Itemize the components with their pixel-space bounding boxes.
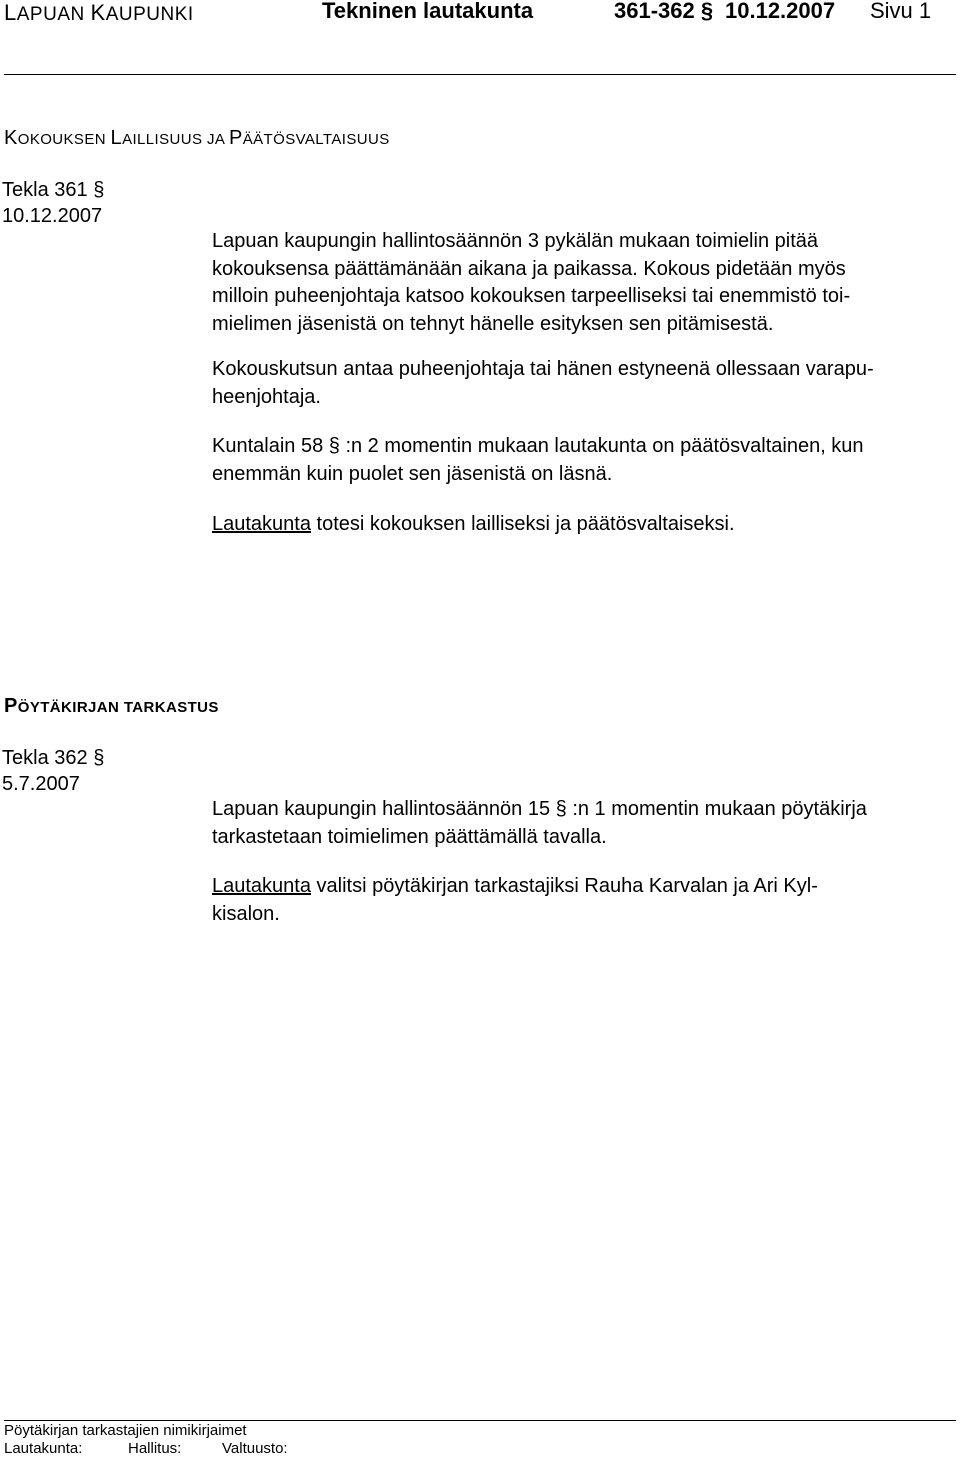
- body-paragraph: Kuntalain 58 § :n 2 momentin mukaan lautakunta on päätösvaltainen, kun enemmän kuin puolet sen jäsenistä on läsnä.: [212, 435, 864, 485]
- page-number: Sivu 1: [870, 0, 932, 23]
- section-sign-icon: §: [700, 0, 714, 23]
- decision-text: Lautakunta totesi kokouksen lailliseksi ja päätösvaltaiseksi.: [212, 513, 735, 535]
- header-divider: [4, 74, 956, 75]
- committee-name: Tekninen lautakunta: [322, 0, 534, 23]
- footer-label-committee: Lautakunta:: [4, 1440, 83, 1457]
- section-sign-icon: §: [93, 747, 105, 769]
- footer-signature-labels: [4, 1440, 288, 1457]
- body-paragraph: Lapuan kaupungin hallintosäännön 3 pykälän mukaan toimielin pitää kokouksensa päättämänään aikana ja paikassa. Kokous pidetään myös milloin puheenjohtaja katsoo kokouksen tarpeelliseksi tai enemmistö toi- mielimen jäsenistä on tehnyt hänelle esityksen sen pitämisestä.: [212, 230, 851, 335]
- decision-text: Lautakunta valitsi pöytäkirjan tarkastajiksi Rauha Karvalan ja Ari Kyl- kisalon.: [212, 875, 818, 925]
- body-paragraph: Lapuan kaupungin hallintosäännön 15 § :n 1 momentin mukaan pöytäkirja tarkastetaan toimielimen päättämällä tavalla.: [212, 798, 867, 848]
- case-date: 5.7.2007: [2, 773, 80, 795]
- footer-divider: [4, 1420, 956, 1421]
- paragraph-range: 361-362 §: [614, 0, 714, 23]
- section-heading-quorum: KOKOUKSEN LAILLISUUS JA PÄÄTÖSVALTAISUUS: [4, 127, 390, 149]
- case-date: 10.12.2007: [2, 205, 103, 227]
- section-heading-minutes-review: PÖYTÄKIRJAN TARKASTUS: [4, 695, 219, 717]
- meeting-date: 10.12.2007: [725, 0, 836, 23]
- decision-subject: Lautakunta: [212, 513, 311, 535]
- organization-name: LAPUAN KAUPUNKI: [4, 0, 194, 25]
- footer-label-board: Hallitus:: [128, 1440, 182, 1457]
- decision-subject: Lautakunta: [212, 875, 311, 897]
- case-label: Tekla 362 §: [2, 747, 105, 769]
- section-sign-icon: §: [93, 179, 105, 201]
- body-paragraph: Kokouskutsun antaa puheenjohtaja tai hänen estyneenä ollessaan varapu- heenjohtaja.: [212, 358, 874, 408]
- case-label: Tekla 361 §: [2, 179, 105, 201]
- footer-title: Pöytäkirjan tarkastajien nimikirjaimet: [4, 1422, 247, 1439]
- footer-label-council: Valtuusto:: [222, 1440, 288, 1457]
